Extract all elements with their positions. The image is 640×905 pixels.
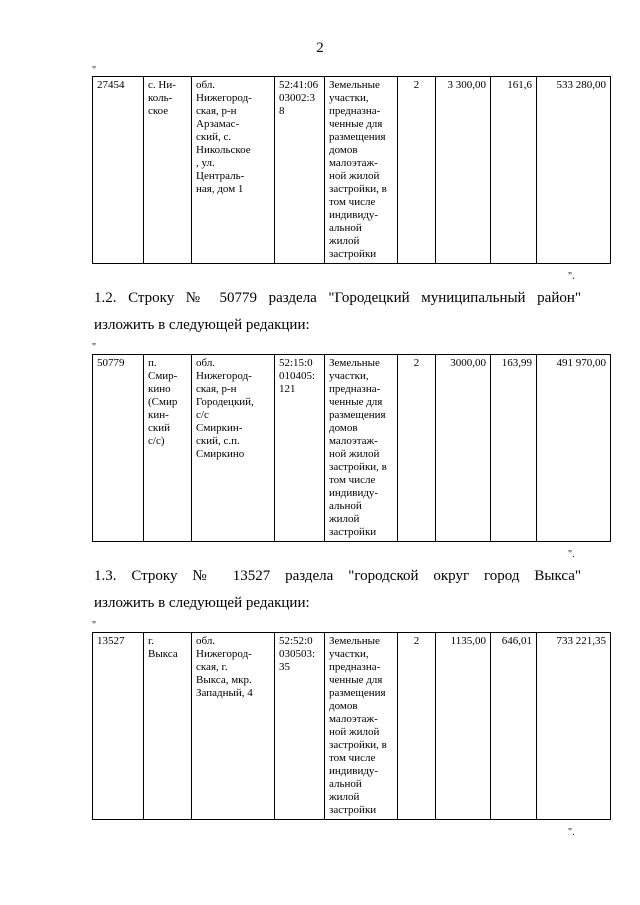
row-address: обл. Нижегород- ская, р-н Арзамас- ский, с. Никольское , ул. Централь- ная, дом 1 bbox=[196, 79, 252, 195]
row-price: 161,6 bbox=[507, 79, 532, 91]
table-row bbox=[92, 632, 611, 820]
row-number: 13527 bbox=[97, 635, 125, 647]
closing-quote: ". bbox=[568, 827, 575, 838]
row-count: 2 bbox=[413, 79, 420, 91]
table-row bbox=[92, 76, 611, 264]
page-number: 2 bbox=[316, 40, 324, 56]
row-cost: 491 970,00 bbox=[556, 357, 606, 369]
closing-quote: ". bbox=[568, 271, 575, 282]
paragraph-1-3: 1.3. Строку № 13527 раздела "городской округ город Выкса" bbox=[94, 568, 581, 584]
row-locality: п. Смир- кино (Смир кин- ский с/с) bbox=[148, 357, 178, 447]
row-address: обл. Нижегород- ская, г. Выкса, мкр. Западный, 4 bbox=[196, 635, 253, 699]
paragraph-1-3-continuation: изложить в следующей редакции: bbox=[94, 595, 310, 611]
closing-quote: ". bbox=[568, 549, 575, 560]
row-cadastral-number: 52:15:0 010405: 121 bbox=[279, 357, 316, 395]
row-locality: г. Выкса bbox=[148, 635, 178, 660]
row-land-use: Земельные участки, предназна- ченные для размещения домов малоэтаж- ной жилой застройки, в том числе индивиду- альной жилой застройки bbox=[329, 357, 387, 538]
row-count: 2 bbox=[413, 635, 420, 647]
paragraph-1-2: 1.2. Строку № 50779 раздела "Городецкий муниципальный район" bbox=[94, 290, 581, 306]
row-cost: 733 221,35 bbox=[556, 635, 606, 647]
opening-quote: " bbox=[92, 342, 97, 353]
row-cadastral-number: 52:52:0 030503: 35 bbox=[279, 635, 316, 673]
row-number: 50779 bbox=[97, 357, 125, 369]
row-area: 1135,00 bbox=[450, 635, 486, 647]
row-locality: с. Ни- коль- ское bbox=[148, 79, 176, 117]
row-address: обл. Нижегород- ская, р-н Городецкий, с/с Смиркин- ский, с.п. Смиркино bbox=[196, 357, 254, 460]
row-price: 163,99 bbox=[501, 357, 532, 369]
row-cost: 533 280,00 bbox=[556, 79, 606, 91]
row-land-use: Земельные участки, предназна- ченные для размещения домов малоэтаж- ной жилой застройки, в том числе индивиду- альной жилой застройки bbox=[329, 635, 387, 816]
row-number: 27454 bbox=[97, 79, 125, 91]
paragraph-1-2-continuation: изложить в следующей редакции: bbox=[94, 317, 310, 333]
opening-quote: " bbox=[92, 620, 97, 631]
row-cadastral-number: 52:41:06 03002:3 8 bbox=[279, 79, 319, 117]
opening-quote: " bbox=[92, 65, 97, 76]
row-count: 2 bbox=[413, 357, 420, 369]
table-row bbox=[92, 354, 611, 542]
row-price: 646,01 bbox=[501, 635, 532, 647]
row-area: 3000,00 bbox=[450, 357, 486, 369]
row-area: 3 300,00 bbox=[447, 79, 486, 91]
row-land-use: Земельные участки, предназна- ченные для размещения домов малоэтаж- ной жилой застройки, в том числе индивиду- альной жилой застройки bbox=[329, 79, 387, 260]
